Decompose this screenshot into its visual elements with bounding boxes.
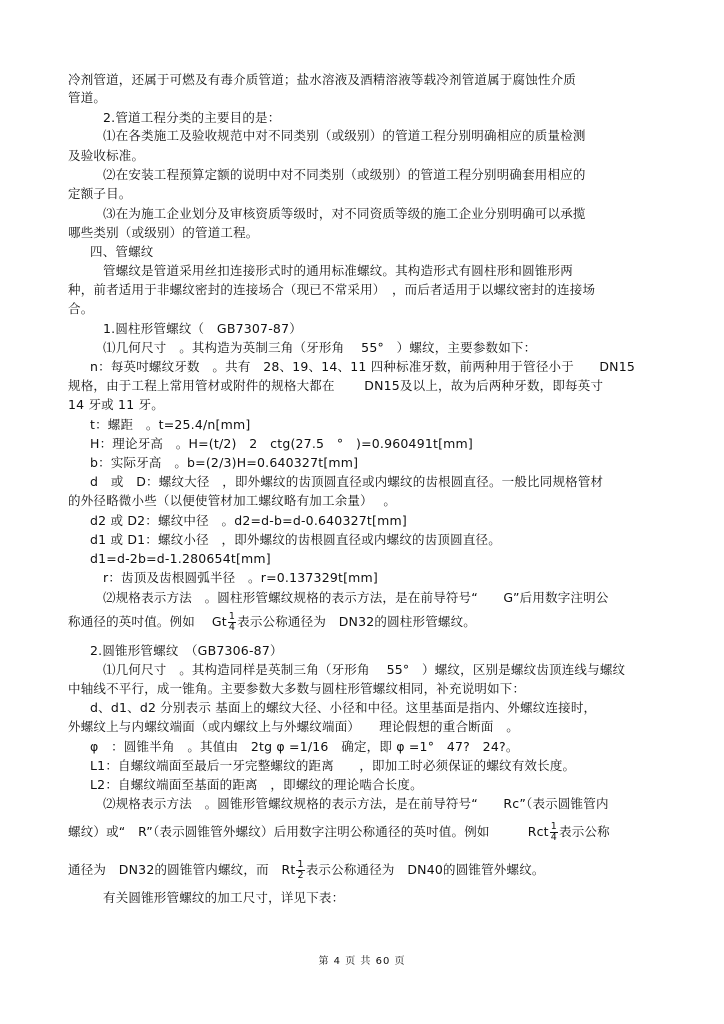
fraction-denominator: 4 [550,832,557,843]
fraction-denominator: 4 [228,622,236,633]
text-line: L1：自螺纹端面至最后一牙完整螺纹的距离 ，即加工时必须保证的螺纹有效长度。 [90,758,576,773]
text-line: φ ：圆锥半角 。其值由 2tg φ =1/16 确定，即 φ =1° 47? 24?。 [90,739,519,754]
text-line [68,860,545,881]
text-line: 中轴线不平行，成一锥角。主要参数大多数与圆柱形管螺纹相同，补充说明如下： [68,681,526,696]
text-line: d2 或 D2：螺纹中径 。d2=d-b=d-0.640327t[mm] [90,513,407,528]
text-line: 外螺纹上与内螺纹端面（或内螺纹上与外螺纹端面） 理论假想的重合断面 。 [68,719,519,734]
section-heading: 四、管螺纹 [90,244,154,259]
page-footer: 第 4 页 共 60 页 [318,956,406,967]
text-line [68,822,610,843]
text-line: H：理论牙高 。H=(t/2) 2 ctg(27.5 ° )=0.960491t[mm] [90,436,474,451]
subsection-heading: 2.圆锥形管螺纹 （GB7306-87） [90,643,283,658]
text-line: d 或 D：螺纹大径 ，即外螺纹的齿顶圆直径或内螺纹的齿根圆直径。一般比同规格管材 [90,474,604,489]
text-fragment: 通径为 DN32的圆锥管内螺纹，而 Rt [68,862,296,877]
text-line: t：螺距 。t=25.4/n[mm] [90,417,251,432]
fraction [550,822,558,843]
fraction [228,612,236,633]
fraction [296,860,304,881]
text-line: 及验收标准。 [68,148,145,163]
fraction-numerator: 1 [297,859,304,870]
text-line: d、d1、d2 分别表示 基面上的螺纹大径、小径和中径。这里基面是指内、外螺纹连接时， [90,700,597,715]
text-line: 规格，由于工程上常用管材或附件的规格大都在 DN15及以上，故为后两种牙数，即每英寸 [68,378,604,393]
text-line: ⑴在各类施工及验收规范中对不同类别（或级别）的管道工程分别明确相应的质量检测 [103,128,586,143]
text-line: d1 或 D1：螺纹小径 ，即外螺纹的齿根圆直径或内螺纹的齿顶圆直径。 [90,532,501,547]
text-line: 冷剂管道，还属于可燃及有毒介质管道；盐水溶液及酒精溶液等载冷剂管道属于腐蚀性介质 [68,72,577,87]
text-line: b：实际牙高 。b=(2/3)H=0.640327t[mm] [90,455,359,470]
text-line: 2.管道工程分类的主要目的是： [103,110,281,125]
fraction-denominator: 2 [297,870,304,881]
text-line: 有关圆锥形管螺纹的加工尺寸，详见下表： [103,890,345,905]
text-fragment: 螺纹）或“ R”（表示圆锥管外螺纹）后用数字注明公称通径的英吋值。例如 Rct [68,824,549,839]
text-line: ⑴几何尺寸 。其构造为英制三角（牙形角 55° ）螺纹，主要参数如下： [103,340,537,355]
fraction-numerator: 1 [228,611,236,622]
text-line [68,612,476,633]
text-line: ⑶在为施工企业划分及审核资质等级时，对不同资质等级的施工企业分别明确可以承揽 [103,206,586,221]
text-line: 管螺纹是管道采用丝扣连接形式时的通用标准螺纹。其构造形式有圆柱形和圆锥形两 [103,263,573,278]
text-fragment: 称通径的英吋值。例如 Gt [68,614,227,629]
text-line: ⑵规格表示方法 。圆锥形管螺纹规格的表示方法，是在前导符号“ Rc”（表示圆锥管内 [103,796,609,811]
subsection-heading: 1.圆柱形管螺纹（ GB7307-87） [103,321,302,336]
text-line: ⑵在安装工程预算定额的说明中对不同类别（或级别）的管道工程分别明确套用相应的 [103,167,586,182]
text-fragment: 表示公称通径为 DN40的圆锥管外螺纹。 [305,862,545,877]
text-line: r：齿顶及齿根圆弧半径 。r=0.137329t[mm] [103,570,379,585]
text-line: n：每英吋螺纹牙数 。共有 28、19、14、11 四种标准牙数，前两种用于管径小于 DN15 [90,359,636,374]
text-line: 合。 [68,301,94,316]
text-line: ⑴几何尺寸 。其构造同样是英制三角（牙形角 55° ）螺纹，区别是螺纹齿顶连线与螺纹 [103,662,626,677]
text-fragment: 表示公称通径为 DN32的圆柱形管螺纹。 [237,614,477,629]
text-line: 14 牙或 11 牙。 [68,397,164,412]
text-line: 定额子目。 [68,186,132,201]
text-line: 哪些类别（或级别）的管道工程。 [68,225,259,240]
text-line: L2：自螺纹端面至基面的距离 ，即螺纹的理论啮合长度。 [90,777,423,792]
text-line: 的外径略微小些（以便使管材加工螺纹略有加工余量） 。 [68,493,397,508]
text-line: d1=d-2b=d-1.280654t[mm] [90,551,271,566]
text-line: 种，前者适用于非螺纹密封的连接场合（现已不常采用） ，而后者适用于以螺纹密封的连接场 [68,282,596,297]
text-line: 管道。 [68,90,107,105]
text-line: ⑵规格表示方法 。圆柱形管螺纹规格的表示方法，是在前导符号“ G”后用数字注明公 [103,590,609,605]
text-fragment: 表示公称 [559,824,610,839]
fraction-numerator: 1 [550,821,557,832]
